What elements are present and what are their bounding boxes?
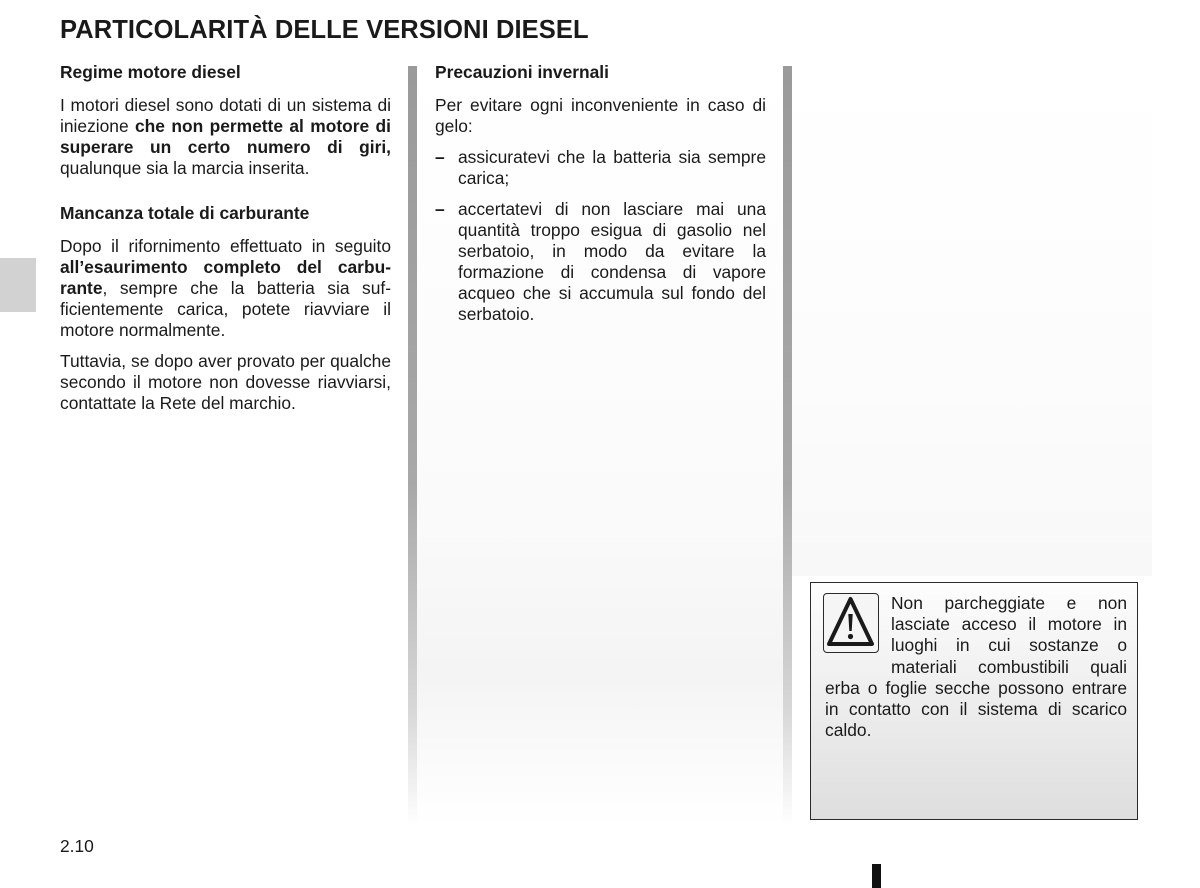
column-divider-right — [783, 66, 792, 826]
paragraph-emphasis: che non permette al motore di superare un certo numero di giri, — [60, 116, 392, 157]
paragraph-text: I motori diesel sono dotati di un sistema di iniezione — [60, 95, 391, 136]
list-item — [435, 147, 766, 189]
precautions-list — [435, 147, 766, 325]
list-item-text: accertatevi di non lasciare mai una quantità troppo esigua di gasolio nel serbatoio, in modo da evitare la formazione di condensa di vapore acqueo che si accumula sul fondo del serbatoio. — [458, 199, 766, 324]
column-divider-left — [408, 66, 417, 826]
section-heading-diesel-engine-regime: Regime motore diesel — [60, 62, 241, 82]
page-title: PARTICOLARITÀ DELLE VERSIONI DIESEL — [60, 16, 589, 44]
chapter-side-tab — [0, 258, 36, 312]
dash-marker: – — [435, 147, 445, 167]
list-item — [435, 199, 766, 325]
column-3-background — [792, 66, 1152, 576]
page-number: 2.10 — [60, 836, 94, 856]
paragraph-refuelling — [60, 236, 391, 341]
paragraph-emphasis: all’esaurimento completo del carburante — [60, 257, 391, 298]
paragraph-frost-intro: Per evitare ogni inconveniente in caso di gelo: — [435, 95, 766, 136]
paragraph-contact-network: Tuttavia, se dopo aver provato per qualche secondo il motore non dovesse riavviarsi, contattate la Rete del marchio. — [60, 351, 391, 413]
warning-text: Non parcheggiate e non lasciate acceso il motore in luoghi in cui sostanze o materiali combustibili quali erba o foglie secche possono entrare in contatto con il sistema di scarico caldo. — [825, 593, 1127, 741]
column-1 — [60, 62, 391, 424]
warning-box — [810, 582, 1138, 820]
section-heading-fuel-shortage: Mancanza totale di carburante — [60, 203, 310, 223]
corner-mark — [872, 864, 881, 888]
paragraph-text: Dopo il rifornimento effettuato in seguito — [60, 236, 391, 256]
dash-marker: – — [435, 199, 445, 219]
column-2 — [435, 62, 766, 335]
list-item-text: assicuratevi che la batteria sia sempre carica; — [458, 147, 766, 188]
warning-text-block — [825, 593, 1127, 741]
paragraph-injection-system — [60, 95, 391, 179]
paragraph-text: , sempre che la batteria sia sufficientemente carica, potete riavviare il motore normalmente. — [60, 278, 391, 340]
section-heading-winter-precautions: Precauzioni invernali — [435, 62, 609, 82]
paragraph-text: qualunque sia la marcia inserita. — [60, 158, 310, 178]
